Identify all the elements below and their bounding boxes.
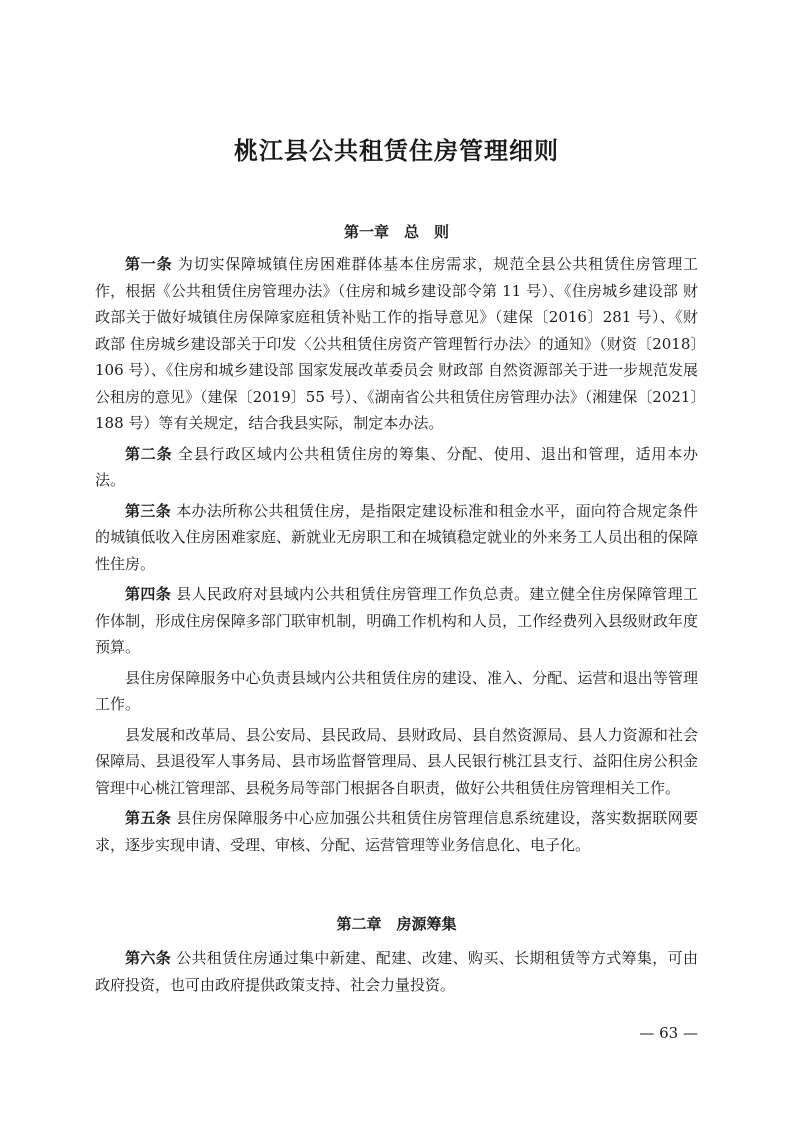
article-5 [95, 805, 698, 858]
document-title: 桃江县公共租赁住房管理细则 [234, 136, 559, 165]
article-3-number: 第三条 [125, 501, 172, 520]
article-4-number: 第四条 [125, 585, 172, 603]
chapter-two-body [95, 945, 698, 998]
article-4-paragraph-2: 县住房保障服务中心负责县域内公共租赁住房的建设、准入、分配、运营和退出等管理工作。 [95, 668, 698, 713]
document-body [95, 251, 698, 858]
article-2 [95, 441, 698, 494]
article-5-number: 第五条 [125, 809, 172, 827]
article-2-number: 第二条 [125, 444, 173, 463]
article-3 [95, 498, 698, 578]
article-5-text: 县住房保障服务中心应加强公共租赁住房管理信息系统建设，落实数据联网要求，逐步实现申请、受理、审核、分配、运营管理等业务信息化、电子化。 [95, 809, 698, 854]
chapter-one-heading: 第一章 总 则 [343, 223, 449, 241]
article-1-number: 第一条 [125, 255, 173, 273]
article-6 [95, 945, 698, 998]
document-page [95, 0, 698, 1122]
article-6-text: 公共租赁住房通过集中新建、配建、改建、购买、长期租赁等方式筹集，可由政府投资，也可由政府提供政策支持、社会力量投资。 [95, 949, 698, 994]
article-4 [95, 581, 698, 661]
article-4-paragraph-3: 县发展和改革局、县公安局、县民政局、县财政局、县自然资源局、县人力资源和社会保障局、县退役军人事务局、县市场监督管理局、县人民银行桃江县支行、益阳住房公积金管理中心桃江管理部、县税务局等部门根据各自职责，做好公共租赁住房管理相关工作。 [95, 725, 698, 797]
page-number: — 63 — [639, 1024, 698, 1042]
article-1-text: 为切实保障城镇住房困难群体基本住房需求，规范全县公共租赁住房管理工作，根据《公共租赁住房管理办法》（住房和城乡建设部令第 11 号）、《住房城乡建设部 财政部关于做好城镇住房保障家庭租赁补贴工作的指导意见》（建保〔2016〕281 号）、《财政部 住房城乡建设部关于印发〈公共租赁住房资产管理暂行办法〉的通知》（财资〔2018〕106 号）、《住房和城乡建设部 国家发展改革委员会 财政部 自然资源部关于进一步规范发展公租房的意见》（建保〔2019〕55 号）、《湖南省公共租赁住房管理办法》（湘建保〔2021〕188 号）等有关规定，结合我县实际，制定本办法。 [95, 255, 698, 432]
article-4-text: 县人民政府对县域内公共租赁住房管理工作负总责。建立健全住房保障管理工作体制，形成住房保障多部门联审机制，明确工作机构和人员，工作经费列入县级财政年度预算。 [95, 585, 698, 656]
article-2-text: 全县行政区域内公共租赁住房的筹集、分配、使用、退出和管理，适用本办法。 [95, 444, 698, 489]
article-1 [95, 251, 698, 437]
article-3-text: 本办法所称公共租赁住房，是指限定建设标准和租金水平，面向符合规定条件的城镇低收入住房困难家庭、新就业无房职工和在城镇稳定就业的外来务工人员出租的保障性住房。 [95, 501, 698, 573]
article-6-number: 第六条 [125, 949, 172, 967]
chapter-two-heading: 第二章 房源筹集 [336, 915, 457, 933]
